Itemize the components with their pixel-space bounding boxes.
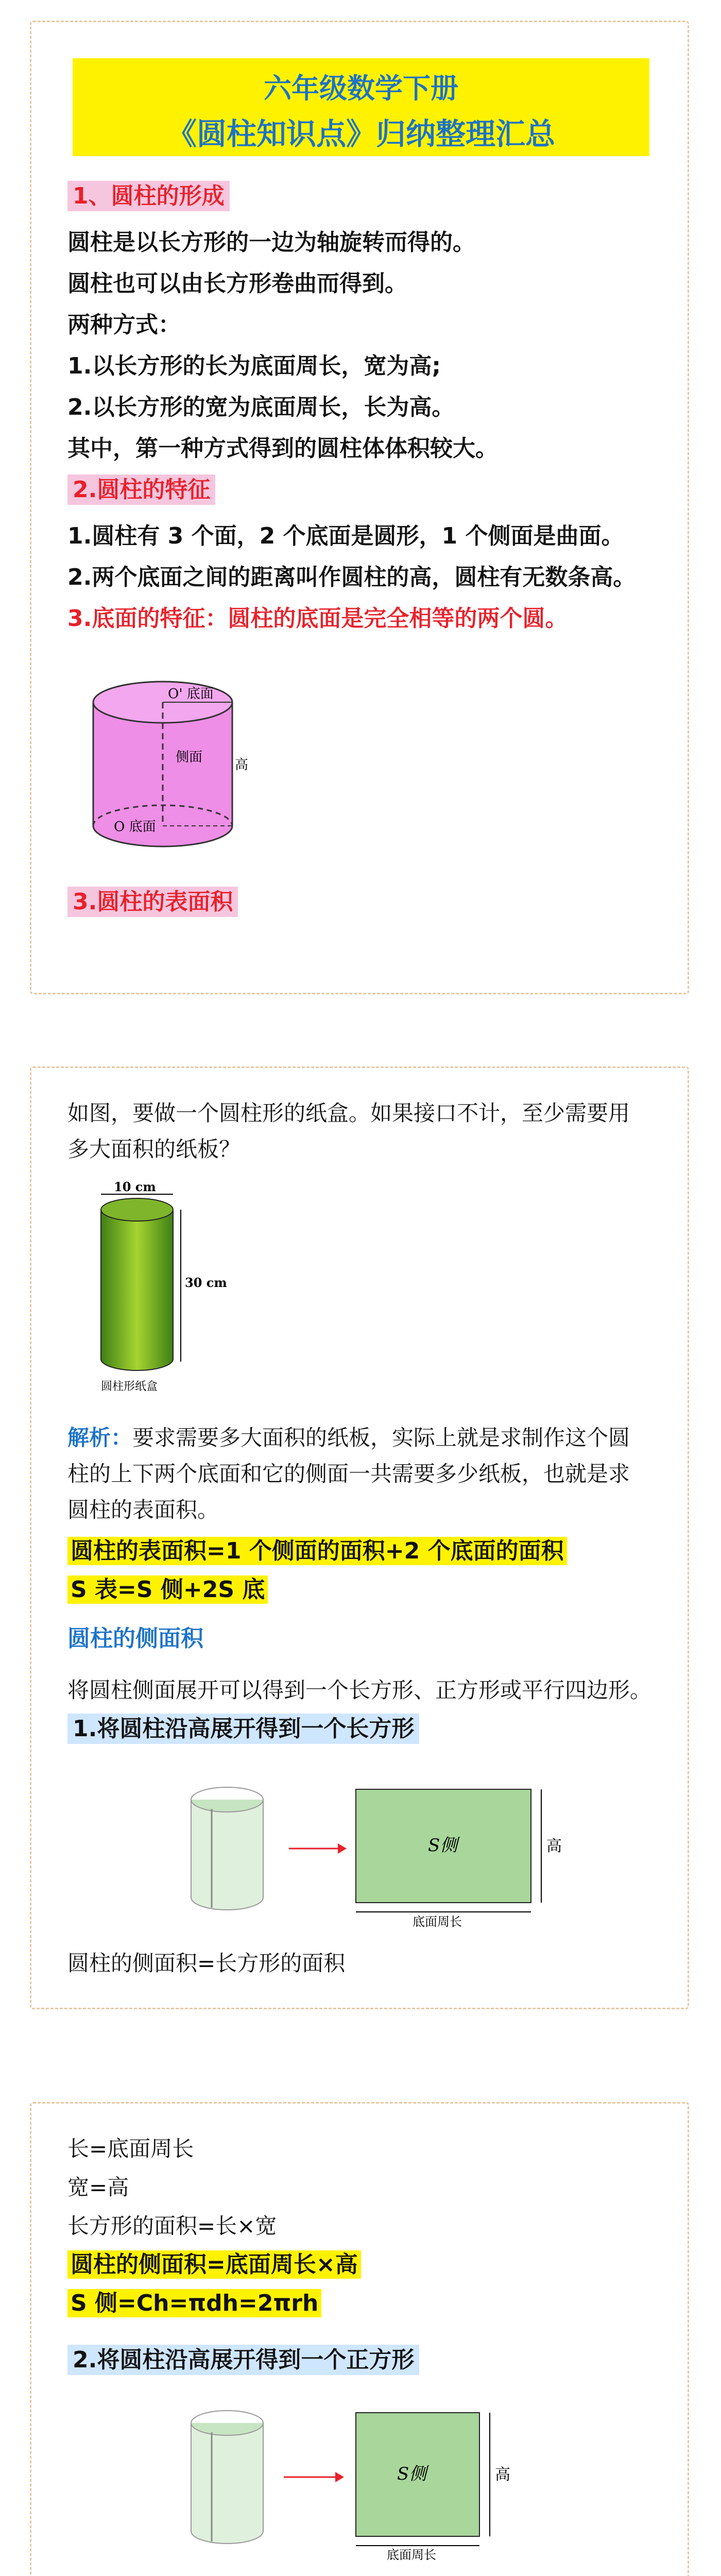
text-line: 其中，第一种方式得到的圆柱体体积较大。 <box>67 435 498 462</box>
sub-heading-square: 2.将圆柱沿高展开得到一个正方形 <box>67 2345 419 2375</box>
unroll-square-figure <box>160 2392 572 2562</box>
section-2 <box>67 476 655 671</box>
text-line: 宽=高 <box>67 2175 129 2200</box>
bottom-label: O 底面 <box>114 819 156 835</box>
question <box>67 1099 655 1171</box>
side-area-rect <box>67 1949 655 1985</box>
card-1 <box>30 21 689 994</box>
text-line: 1.圆柱有 3 个面，2 个底面是圆形，1 个侧面是曲面。 <box>67 523 624 549</box>
page-title: 六年级数学下册 <box>264 72 458 105</box>
card-2 <box>30 1066 689 2009</box>
formula-surface-short: S 表=S 侧+2S 底 <box>67 1575 268 1604</box>
analysis-text: 圆柱的表面积。 <box>67 1497 219 1522</box>
analysis <box>67 1423 655 1671</box>
card-3 <box>30 2102 689 2576</box>
text-line: 2.以长方形的宽为底面周长，长为高。 <box>67 394 455 420</box>
question-line: 多大面积的纸板？ <box>67 1137 241 1162</box>
formula-side: 圆柱的侧面积=底面周长×高 <box>67 2250 361 2279</box>
title-band <box>73 58 649 156</box>
analysis-text: 要求需要多大面积的纸板，实际上就是求制作这个圆 <box>132 1425 630 1450</box>
text-line: 3.底面的特征：圆柱的底面是完全相等的两个圆。 <box>67 605 568 632</box>
analysis-label: 解析： <box>67 1425 133 1450</box>
rect-b-label: 底面周长 <box>413 1914 462 1928</box>
formula-surface: 圆柱的表面积=1 个侧面的面积+2 个底面的面积 <box>67 1537 567 1565</box>
height-label: 30 cm <box>185 1275 227 1290</box>
rect-s-label: S侧 <box>428 1835 458 1856</box>
page-subtitle: 《圆柱知识点》归纳整理汇总 <box>166 116 555 151</box>
diameter-label: 10 cm <box>114 1179 156 1194</box>
sq-b-label: 底面周长 <box>387 2548 436 2562</box>
paper-box-figure <box>78 1179 227 1400</box>
question-line: 如图，要做一个圆柱形的纸盒。如果接口不计，至少需要用 <box>67 1100 630 1126</box>
rect-h-label: 高 <box>546 1837 562 1855</box>
rect-formulas <box>67 2134 655 2351</box>
unroll-rectangle-figure <box>160 1769 582 1928</box>
side-area-heading: 圆柱的侧面积 <box>67 1625 203 1652</box>
text-line: 长方形的面积=长×宽 <box>67 2213 277 2239</box>
text-line: 圆柱的侧面积=长方形的面积 <box>67 1951 346 1976</box>
text-line: 圆柱是以长方形的一边为轴旋转而得的。 <box>67 229 475 256</box>
cylinder-figure <box>78 676 248 862</box>
height-label: 高 <box>235 757 248 773</box>
figure-caption: 圆柱形纸盒 <box>101 1380 158 1393</box>
text-line: 2.两个底面之间的距离叫作圆柱的高，圆柱有无数条高。 <box>67 564 636 590</box>
text-line: 两种方式： <box>67 312 181 338</box>
section-2-heading: 2.圆柱的特征 <box>67 474 215 505</box>
text-line: 1.以长方形的长为底面周长，宽为高; <box>67 353 441 379</box>
sub-heading-rectangle: 1.将圆柱沿高展开得到一个长方形 <box>67 1714 419 1744</box>
section-1-heading: 1、圆柱的形成 <box>67 181 230 211</box>
side-label: 侧面 <box>176 750 203 765</box>
text-line: 圆柱也可以由长方形卷曲而得到。 <box>67 270 407 297</box>
sub-heading-square-row <box>67 2346 655 2382</box>
sq-s-label: S侧 <box>397 2464 427 2484</box>
sq-h-label: 高 <box>495 2466 510 2484</box>
section-3-heading: 3.圆柱的表面积 <box>67 887 238 917</box>
top-label: O' 底面 <box>168 686 214 702</box>
section-3 <box>67 888 655 924</box>
formula-side-short: S 侧=Ch=πdh=2πrh <box>67 2289 321 2317</box>
analysis-text: 柱的上下两个底面和它的侧面一共需要多少纸板，也就是求 <box>67 1461 630 1486</box>
text-line: 将圆柱侧面展开可以得到一个长方形、正方形或平行四边形。 <box>67 1677 652 1703</box>
text-line: 长=底面周长 <box>67 2136 194 2161</box>
section-1 <box>67 182 655 470</box>
side-area-intro <box>67 1676 655 1758</box>
